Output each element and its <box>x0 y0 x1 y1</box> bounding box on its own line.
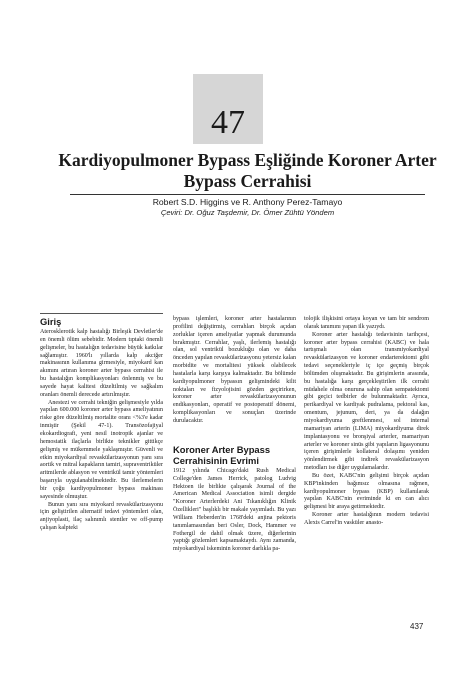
right-paragraph-2: Koroner arter hastalığı tedavisinin tarihçesi, koroner arter bypass cerrahisi (KABC) ve hala tartışmalı olan transmiyokardiyal revaskülarizasyon ve koroner endarterektomi gibi tedavi seçenekleriyle iç içe geçmiş birçok bölümden oluşmaktadır. Bu girişimlerin arasında, bu hastalığa karşı gerçekleştirilen ilk cerrahi müdahele olma onuruna sahip olan sempatektomi gibi geçici tedbirler de bulunmaktadır. Ayrıca, perikardiyal ve kardiyak pudralama, pektoral kas, omentum, jejunum, deri, ya da dalağın miyokardiyuma greftlenmesi, sol internal mamariyan arterin (LIMA) miyokardiyuma direk implantasyonu ve bronşiyal arterler, mamariyan arterler ve koroner sinüs gibi yapıların ligasyonunu içeren girişimlerle kollateral dolaşımı yeniden yönlendirmek gibi indirek revaskülarizasyon metodları ise diğer uygulamalardır. <box>304 331 429 472</box>
title-rule-top <box>70 194 425 195</box>
chapter-translators: Çeviri: Dr. Oğuz Taşdemir, Dr. Ömer Zühtü Yöndem <box>160 208 335 217</box>
right-paragraph-4: Koroner arter hastalığının modern tedavisi Alexis Carrel'in vasküler anasto- <box>304 512 429 526</box>
section-heading-intro: Giriş <box>40 316 62 327</box>
chapter-authors: Robert S.D. Higgins ve R. Anthony Perez-Tamayo <box>152 197 343 207</box>
right-paragraph-3: Bu özet, KABC'nin gelişimi birçok açıdan KBP'inkinden bağımsız olmasına rağmen, kardiyopulmoner bypass (KBP) kullanılarak yapılan KABC'nin evriminde ki en can alıcı gelişmesi bir araya getirmektedir. <box>304 472 429 511</box>
right-paragraph-1: tolojik ilişkisini ortaya koyan ve tam bir sendrom olarak tanımını yapan ilk yazıydı. <box>304 316 429 330</box>
section-rule-intro <box>40 313 163 314</box>
chapter-title-line2: Bypass Cerrahisi <box>183 171 312 191</box>
evolution-paragraph-1: 1912 yılında Chicago'daki Rush Medical College'den James Herrick, patolog Ludvig Hektoen ile birlikte çalışarak Journal of the American Medical Association isimli dergide "Koroner Arterlerdeki Ani Tıkanıklığın Klinik Özellikleri" başlıklı bir makale yayımladı. Bu yazı William Heberden'in 1768'deki anjina pektoris tanımlamasından beri Osler, Dock, Hammer ve Fothergil de dahil olmak üzere, diğerlerinin yaptığı gözlemleri kapsamaktaydı. Aynı zamanda, miyokardiyal iskeminin koroner darlıkla pa- <box>173 467 296 553</box>
intro-paragraph-2: Anestezi ve cerrahi tekniğin gelişmesiyle yılda yapılan 600.000 koroner arter bypass ameliyatının riske göre düzeltilmiş mortalite oranı <%3'e kadar inmiştir (Şekil 47-1). Transözofajiyal ekokardiografi, yeni nesil inotropik ajanlar ve hemostatik ilaçlarla birlikte teknikler gittikçe gelişmiş ve mükemmele yaklaşmıştır. Güvenli ve etkin miyokardiyal revaskülarizasyonun yanı sıra aortik ve mitral kapakların tamiri, supraventriküler aritmilerde ablasyon ve ventrikül tamir yöntemleri başarıyla uygulanabilmektedir. Bu ilerlemelerin bir çoğu kardiyopulmoner bypass makinası sayesinde olmuştur. <box>40 399 163 500</box>
intro-paragraph-3: Bunun yanı sıra miyokard revaskülarizasyonu için geliştirilen alternatif tedavi yöntemleri olan, anjiyoplasti, ilaç salınımlı stentler ve off-pump çalışan kalpteki <box>40 501 163 532</box>
section-heading-evolution-line1: Koroner Arter Bypass <box>173 443 271 455</box>
column-middle <box>173 316 296 554</box>
intro-paragraph-1: Aterosklerotik kalp hastalığı Birleşik Devletler'de en önemli ölüm sebebidir. Modern tıptaki önemli gelişmeler, bu hastalığın tedavisine büyük katkılar sağlamıştır. 1960'lı yıllarda kalp akciğer makinasının kullanıma girmesiyle, miyokard kan akımını artıran koroner arter bypass cerrahisi ile bu hastalığın komplikasyonları önlenmiş ve bu sayede hayat kalitesi düzeltilmiş ve sağkalım oranları önemli derecede artırılmıştır. <box>40 329 163 398</box>
column-left <box>40 316 163 533</box>
column-right <box>304 316 429 528</box>
section-heading-evolution-line2: Cerrahisinin Evrimi <box>173 454 259 466</box>
page-number: 437 <box>410 622 424 631</box>
chapter-number: 47 <box>211 104 245 141</box>
chapter-title-line1: Kardiyopulmoner Bypass Eşliğinde Koroner Arter <box>58 150 437 170</box>
chapter-number-box <box>193 74 263 144</box>
chapter-title <box>40 150 453 192</box>
section-heading-evolution <box>173 444 296 466</box>
middle-paragraph-1: bypass işlemleri, koroner arter hastalarının profilini değiştirmiş, cerrahları birçok açıdan zorluklar içeren ameliyatlar yapmak durumunda bırakmıştır. Cerrahlar, yaşlı, ilerlemiş hastalığı olan, sol ventrikül bozukluğu olan ve daha önceden yapılan revaskülarizasyonu yetersiz kalan morbidite ve mortalitesi yüksek olabilecek hastalarla karşı karşıya kalmaktadır. Bu bölümde kardiyopulmoner bypassın gelişmindeki kilit noktaları ve fizyolojisini gözden geçirirken, koroner arter revaskülarizasyonunun endikasyonları, operatif ve postoperatif dönemi, komplikasyonları ve sonuçları üzerinde durulacaktır. <box>173 316 296 424</box>
